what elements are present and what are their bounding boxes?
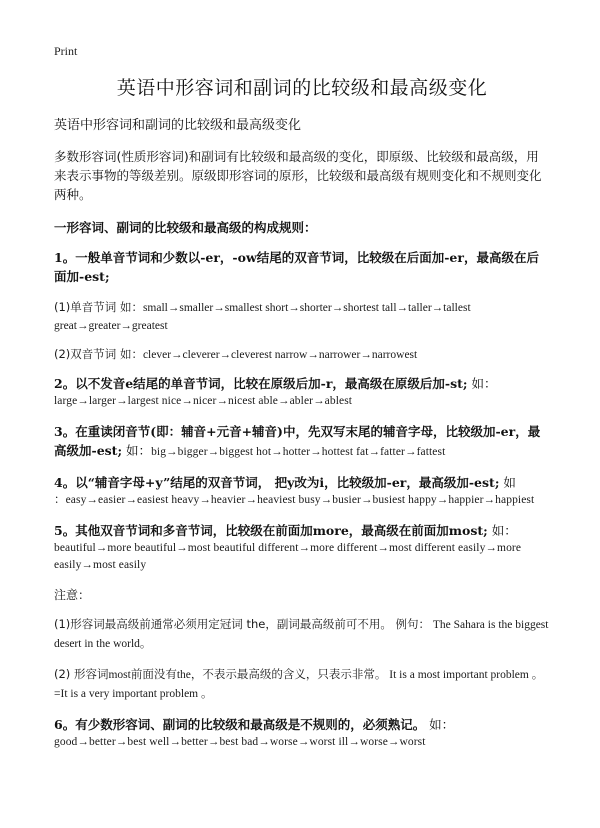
rule-4-examples: ：easy→easier→easiest heavy→heavier→heaviest busy→busier→busiest happy→happier→happiest — [54, 494, 535, 506]
rule-1-sub-2 — [54, 345, 550, 364]
rule-4-heading — [54, 473, 550, 492]
rule-5-examples: beautiful→more beautiful→most beautiful different→more different→most different easily→more easily→most easily — [54, 542, 522, 571]
rule-3-heading — [54, 422, 550, 461]
rule-4-heading-text: 4。以“辅音字母+y”结尾的双音节词， 把y改为i，比较级加-er，最高级加-est; — [54, 475, 500, 490]
rule-6 — [54, 715, 550, 751]
print-label[interactable]: Print — [54, 44, 78, 58]
rule-1-sub-1-label: (1)单音节词 如： — [54, 300, 143, 314]
section-heading: 一形容词、副词的比较级和最高级的构成规则： — [54, 220, 317, 235]
note-1 — [54, 615, 550, 653]
rule-1 — [54, 248, 550, 286]
note-2-zh-3: ，不表示最高级的含义，只表示非常。 — [190, 667, 387, 681]
note-1-zh: (1)形容词最高级前通常必须用定冠词 the，副词最高级前可不用。 例句： — [54, 617, 430, 631]
rule-1-sub-2-label: (2)双音节词 如： — [54, 347, 143, 361]
rule-5-heading — [54, 521, 550, 540]
document-page — [54, 44, 550, 763]
intro-paragraph: 多数形容词(性质形容词)和副词有比较级和最高级的变化，即原级、比较级和最高级，用来表示事物的等级差别。原级即形容词的原形，比较级和最高级有规则变化和不规则变化两种。 — [54, 149, 542, 202]
note-2-en-3: It is a most important problem 。 =It is a very important problem 。 — [54, 669, 544, 700]
rule-6-examples: good→better→best well→better→best bad→worse→worst ill→worse→worst — [54, 736, 426, 748]
rule-5 — [54, 521, 550, 574]
note-2-zh-1: (2) 形容词 — [54, 667, 109, 681]
rule-1-sub-1 — [54, 298, 550, 335]
rule-3-examples: big→bigger→biggest hot→hotter→hottest fat→fatter→fattest — [151, 446, 446, 458]
rule-2-examples: large→larger→largest nice→nicer→nicest able→abler→ablest — [54, 395, 353, 407]
note-2-zh-2: 前面没有 — [130, 667, 177, 681]
note-2-en-2: the — [176, 669, 191, 681]
rule-2-heading-text: 2。以不发音e结尾的单音节词，比较在原级后加-r，最高级在原级后加-st; — [54, 376, 468, 391]
rule-1-heading: 1。一般单音节词和少数以-er，-ow结尾的双音节词，比较级在后面加-er，最高级在后面加-est; — [54, 250, 539, 284]
rule-5-heading-text: 5。其他双音节词和多音节词，比较级在前面加more，最高级在前面加most; — [54, 523, 488, 538]
note-2-en-1: most — [108, 669, 131, 681]
rule-1-sub-1-examples: small→smaller→smallest short→shorter→shortest tall→taller→tallest great→greater→greatest — [54, 302, 471, 332]
rule-2-inline: 如： — [467, 376, 497, 391]
rule-4 — [54, 473, 550, 509]
rule-3-heading-text: 3。在重读闭音节(即：辅音+元音+辅音)中，先双写末尾的辅音字母，比较级加-er，最高级加-est; — [54, 424, 541, 458]
document-title: 英语中形容词和副词的比较级和最高级变化 — [116, 77, 488, 99]
rule-6-heading — [54, 715, 550, 734]
rule-2-heading — [54, 374, 550, 393]
rule-4-inline: 如 — [499, 475, 516, 490]
document-subtitle: 英语中形容词和副词的比较级和最高级变化 — [54, 118, 302, 133]
rule-2 — [54, 374, 550, 410]
note-2 — [54, 665, 550, 703]
rule-3 — [54, 422, 550, 461]
rule-1-sub-2-examples: clever→cleverer→cleverest narrow→narrower→narrowest — [142, 349, 418, 361]
rule-6-inline: 如： — [425, 717, 455, 732]
rule-3-inline: 如： — [122, 443, 152, 458]
rule-5-inline: 如： — [487, 523, 517, 538]
notes-label: 注意： — [54, 588, 91, 602]
note-1-en: The Sahara is the biggest desert in the world。 — [54, 619, 549, 650]
rule-6-heading-text: 6。有少数形容词、副词的比较级和最高级是不规则的，必须熟记。 — [54, 717, 426, 732]
